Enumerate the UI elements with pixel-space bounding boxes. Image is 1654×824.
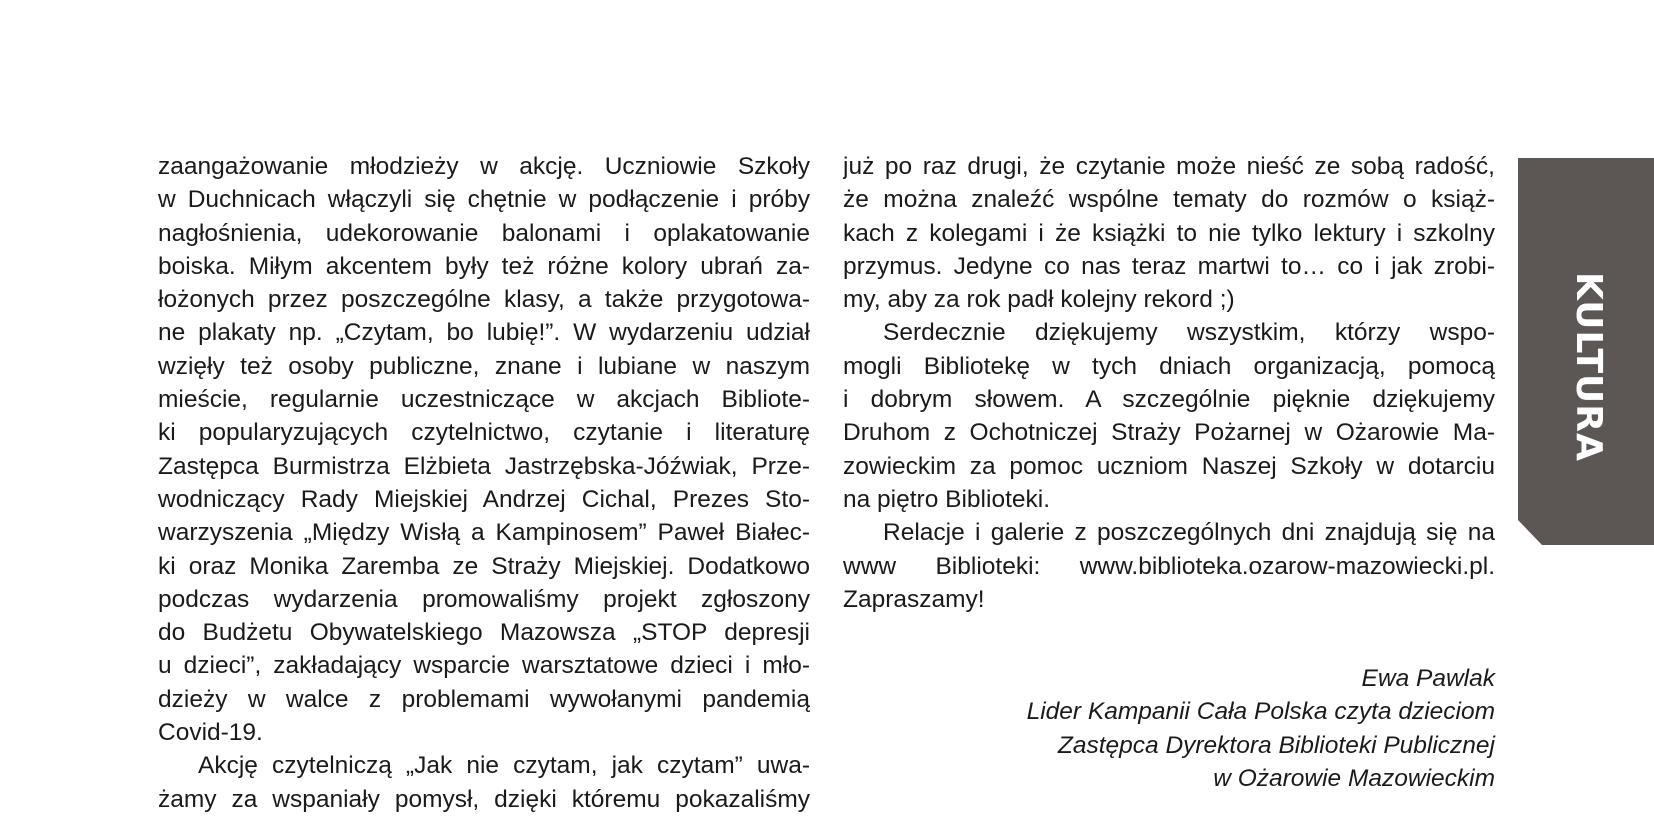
text-line: Akcję czytelniczą „Jak nie czytam, jak czytam” uwa- bbox=[198, 752, 810, 780]
text-line: Covid-19. bbox=[158, 719, 263, 747]
text-line: żamy za wspaniały pomysł, dzięki któremu pokazaliśmy bbox=[158, 785, 810, 813]
signature-place: w Ożarowie Mazowieckim bbox=[1213, 765, 1495, 793]
text-line: mieście, regularnie uczestniczące w akcjach Bibliote- bbox=[158, 386, 810, 414]
text-line: Serdecznie dziękujemy wszystkim, którzy wspo- bbox=[883, 319, 1495, 347]
text-line: wodniczący Rady Miejskiej Andrzej Cichal, Prezes Sto- bbox=[158, 485, 810, 513]
text-line: Zapraszamy! bbox=[843, 585, 985, 613]
text-line: mogli Bibliotekę w tych dniach organizacją, pomocą bbox=[843, 352, 1495, 380]
signature-block bbox=[843, 662, 1495, 795]
text-line: że można znaleźć wspólne tematy do rozmów o książ- bbox=[843, 186, 1495, 214]
text-line: już po raz drugi, że czytanie może nieść ze sobą radość, bbox=[843, 153, 1495, 180]
text-line: boiska. Miłym akcentem były też różne kolory ubrań za- bbox=[158, 252, 810, 280]
signature-role: Lider Kampanii Cała Polska czyta dzieciom bbox=[1026, 698, 1495, 726]
text-line: podczas wydarzenia promowaliśmy projekt zgłoszony bbox=[158, 585, 810, 613]
text-line: my, aby za rok padł kolejny rekord ;) bbox=[843, 286, 1235, 314]
section-tab-label: KULTURA bbox=[1568, 272, 1609, 462]
text-line: u dzieci”, zakładający wsparcie warsztatowe dzieci i mło- bbox=[158, 652, 810, 680]
text-line: Zastępca Burmistrza Elżbieta Jastrzębska-Jóźwiak, Prze- bbox=[158, 452, 810, 480]
text-line: dzieży w walce z problemami wywołanymi pandemią bbox=[158, 685, 810, 713]
text-line: na piętro Biblioteki. bbox=[843, 485, 1051, 513]
text-line: kach z kolegami i że książki to nie tylko lektury i szkolny bbox=[843, 219, 1495, 247]
text-line: wzięły też osoby publiczne, znane i lubiane w naszym bbox=[158, 352, 810, 380]
text-line: zowieckim za pomoc uczniom Naszej Szkoły w dotarciu bbox=[843, 452, 1495, 480]
text-line: warzyszenia „Między Wisłą a Kampinosem” Paweł Białec- bbox=[158, 519, 810, 547]
text-line: przymus. Jedyne co nas teraz martwi to… co i jak zrobi- bbox=[843, 252, 1495, 280]
signature-name: Ewa Pawlak bbox=[1361, 665, 1495, 693]
text-line: Relacje i galerie z poszczególnych dni znajdują się na bbox=[883, 519, 1495, 547]
signature-spacer bbox=[843, 616, 1495, 662]
text-line: zaangażowanie młodzieży w akcję. Uczniowie Szkoły bbox=[158, 153, 810, 180]
text-line: w Duchnicach włączyli się chętnie w podłączenie i próby bbox=[158, 186, 810, 214]
article-column-right bbox=[843, 150, 1495, 795]
article-column-left bbox=[158, 150, 810, 816]
text-line: łożonych przez poszczególne klasy, a także przygotowa- bbox=[158, 286, 810, 314]
text-line: ki oraz Monika Zaremba ze Straży Miejskiej. Dodatkowo bbox=[158, 552, 810, 580]
text-line: i dobrym słowem. A szczególnie pięknie dziękujemy bbox=[843, 386, 1495, 414]
text-line: nagłośnienia, udekorowanie balonami i oplakatowanie bbox=[158, 219, 810, 247]
text-line: ki popularyzujących czytelnictwo, czytanie i literaturę bbox=[158, 419, 810, 447]
text-line: Druhom z Ochotniczej Straży Pożarnej w Ożarowie Ma- bbox=[843, 419, 1495, 447]
signature-position: Zastępca Dyrektora Biblioteki Publicznej bbox=[1057, 731, 1495, 759]
text-line: do Budżetu Obywatelskiego Mazowsza „STOP depresji bbox=[158, 619, 810, 647]
text-line: ne plakaty np. „Czytam, bo lubię!”. W wydarzeniu udział bbox=[158, 319, 810, 347]
text-line: www Biblioteki: www.biblioteka.ozarow-mazowiecki.pl. bbox=[843, 552, 1495, 580]
